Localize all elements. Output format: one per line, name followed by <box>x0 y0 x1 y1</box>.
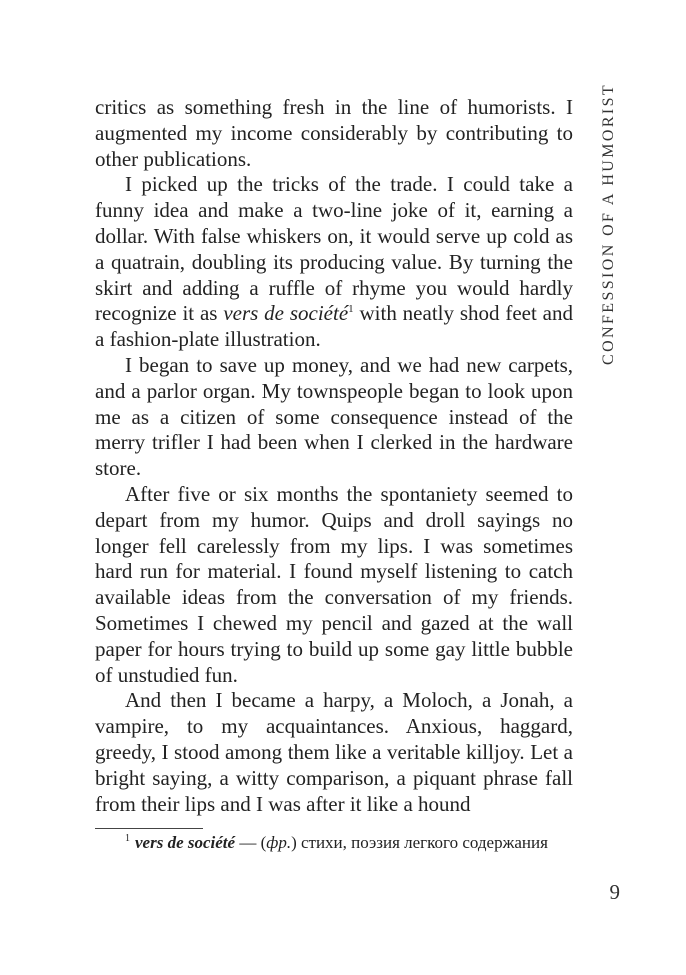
paragraph-2 <box>95 172 573 353</box>
paragraph-5: And then I became a harpy, a Moloch, a Jonah, a vampire, to my acquaintances. Anxious, haggard, greedy, I stood among them like a veritable killjoy. Let a bright saying, a witty comparison, a piquant phrase fall from their lips and I was after it like a hound <box>95 688 573 816</box>
paragraph-2-text-after: with neatly shod feet and a fashion-plate illustration. <box>95 301 573 352</box>
footnote <box>95 832 573 854</box>
footnote-reference: 1 <box>348 303 354 316</box>
footnote-text <box>95 832 573 854</box>
paragraph-2-text: I picked up the tricks of the trade. I could take a funny idea and make a two-line joke of it, earning a dollar. With false whiskers on, it would serve up cold as a quatrain, doubling its producing value. By turning the skirt and adding a ruffle of rhyme you would hardly recognize it as <box>95 172 573 326</box>
footnote-term: vers de société <box>135 833 236 852</box>
footnote-dash: — ( <box>235 833 267 852</box>
body-text <box>95 95 573 817</box>
page-number: 9 <box>609 880 620 904</box>
footnote-rule <box>95 828 203 829</box>
footnote-definition: ) стихи, поэзия легкого содержания <box>291 833 548 852</box>
paragraph-1: critics as something fresh in the line of humorists. I augmented my income considerably by contributing to other publications. <box>95 95 573 171</box>
footnote-number: 1 <box>125 833 130 844</box>
footnote-language: фр. <box>266 833 292 852</box>
vers-de-societe-phrase: vers de société <box>223 301 349 326</box>
running-head: CONFESSION OF A HUMORIST <box>600 82 617 365</box>
paragraph-4: After five or six months the spontaniety seemed to depart from my humor. Quips and droll sayings no longer fell carelessly from my lips. I was sometimes hard run for material. I found myself listening to catch available ideas from the conversation of my friends. Sometimes I chewed my pencil and gazed at the wall paper for hours trying to build up some gay little bubble of unstudied fun. <box>95 481 573 687</box>
paragraph-3: I began to save up money, and we had new carpets, and a parlor organ. My townspeople began to look upon me as a citizen of some consequence instead of the merry trifler I had been when I clerked in the hardware store. <box>95 352 573 481</box>
